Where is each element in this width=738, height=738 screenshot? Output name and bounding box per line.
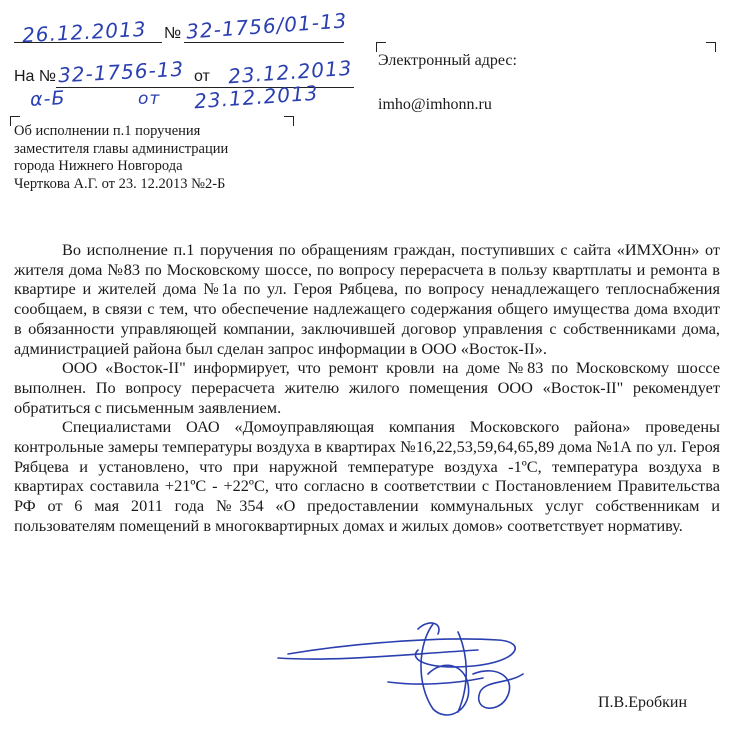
address-corner-left [376,42,386,52]
subject-line: Об исполнении п.1 поручения [14,123,201,139]
outgoing-date: 26.12.2013 [21,16,148,48]
email-address: imho@imhonn.ru [378,96,492,113]
reference-from: от [194,68,210,85]
handwritten-signature [268,614,568,729]
reference-date: 23.12.2013 [227,55,354,89]
subject-line: заместителя главы администрации [14,140,229,157]
signer-name: П.В.Еробкин [598,694,688,711]
subject-line: города Нижнего Новгорода [14,158,183,174]
outgoing-date-underline [14,42,162,43]
letter-body [14,240,720,536]
reference-number-2: α-Б [29,87,66,111]
outgoing-number-underline [184,42,344,43]
subject-line: Черткова А.Г. от 23. 12.2013 №2-Б [14,175,226,192]
reference-date-2: 23.12.2013 [193,80,320,114]
body-paragraph: ООО «Восток-II" информирует, что ремонт кровли на доме №83 по Московскому шоссе выполнен. По вопросу перерасчета жителю жилого помещения ООО «Восток-II" рекомендует обратиться с письменным заявлением. [14,358,720,417]
address-corner-right [706,42,716,52]
reference-from-2: от [138,89,161,109]
email-label: Электронный адрес: [378,52,517,69]
body-paragraph: Специалистами ОАО «Домоуправляющая компания Московского района» проведены контрольные замеры температуры воздуха в квартирах №16,22,53,59,64,65,89 дома №1А по ул. Героя Рябцева и установлено, что при наружной температуре воздуха -1ºС, температура воздуха в квартирах составила +21ºС - +22ºС, что согласно в соответствии с Постановлением Правительства РФ от 6 мая 2011 года №354 «О предоставлении коммунальных услуг собственникам и пользователям помещений в многоквартирных домах и жилых домов» соответствует нормативу. [14,417,720,535]
reference-number: 32-1756-13 [57,56,185,88]
outgoing-number-sign: № [164,25,182,42]
subject-block [14,123,314,193]
reference-prefix: На № [14,68,57,85]
body-paragraph: Во исполнение п.1 поручения по обращениям граждан, поступивших с сайта «ИМХОнн» от жителя дома №83 по Московскому шоссе, по вопросу перерасчета в пользу квартплаты и ремонта в квартире и жителей дома №1а по ул. Героя Рябцева, по вопросу ненадлежащего теплоснабжения сообщаем, в связи с тем, что обеспечение надлежащего содержания общего имущества дома входит в обязанности управляющей компании, заключившей договор управления с собственниками дома, администрацией района был сделан запрос информации в ООО «Восток-II». [14,240,720,358]
outgoing-number: 32-1756/01-13 [185,8,349,44]
